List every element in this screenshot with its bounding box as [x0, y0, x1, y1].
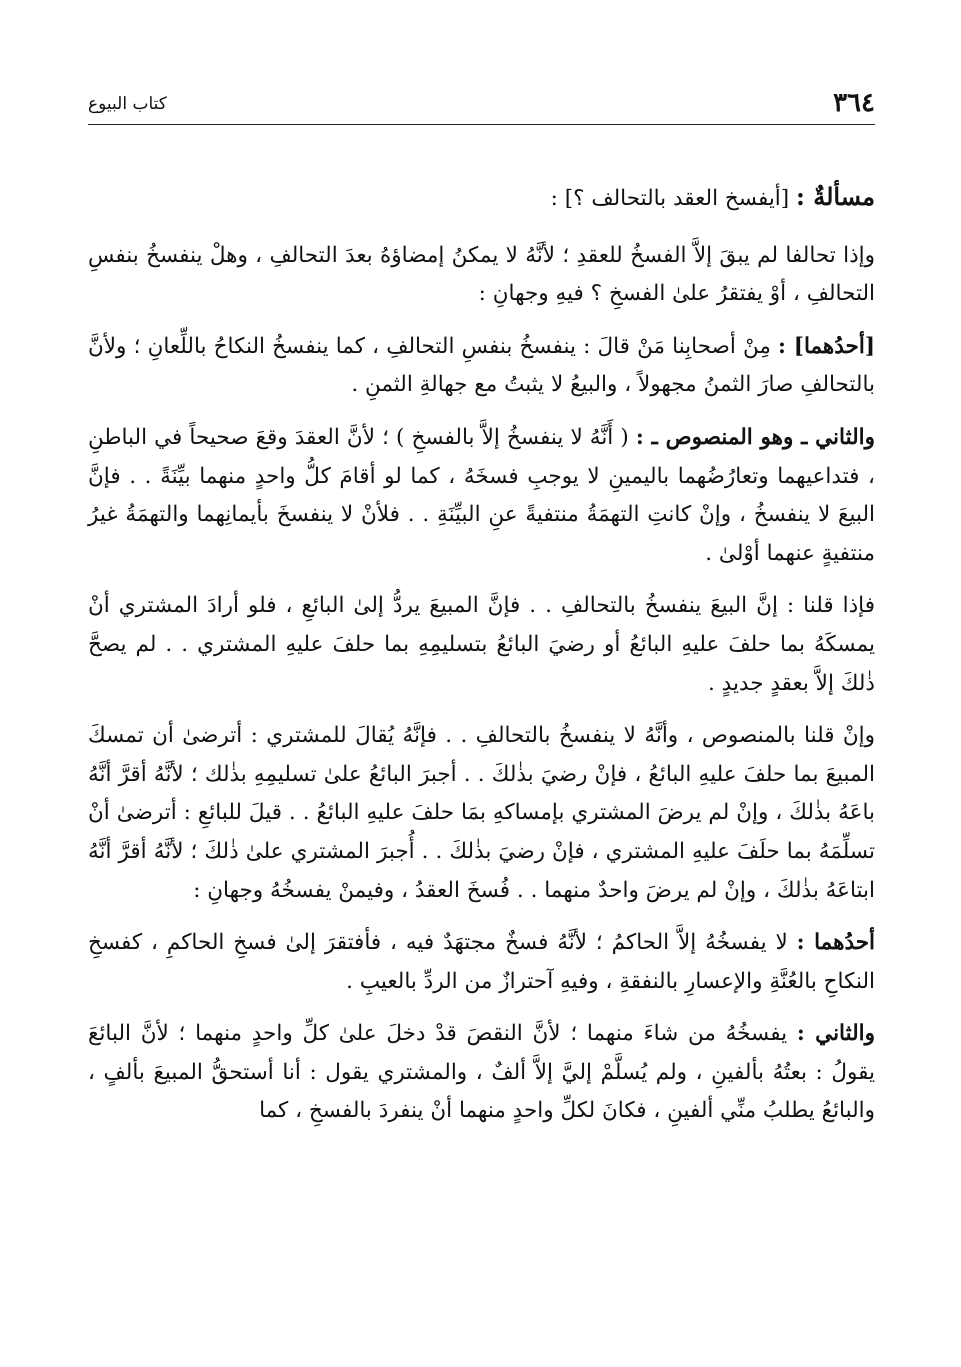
paragraph	[88, 924, 875, 1001]
paragraph-lead: أحدُهما :	[796, 930, 876, 956]
paragraph	[88, 328, 875, 405]
page-number: ٣٦٤	[833, 88, 875, 118]
paragraph-text: مِنْ أصحابِنا مَنْ قالَ : ينفسخُ بنفسِ التحالفِ ، كما ينفسخُ النكاحُ باللِّعانِ ؛ ولأنَّ بالتحالفِ صارَ الثمنُ مجهولاً ، والبيعُ لا يثبتُ مع جهالةِ الثمنِ .	[88, 333, 875, 398]
paragraph	[88, 1015, 875, 1131]
paragraph-lead: [أحدُهما] :	[778, 333, 875, 359]
paragraph-text: ( أَنَّهُ لا ينفسخُ إلاَّ بالفسخِ ) ؛ لأنَّ العقدَ وقعَ صحيحاً في الباطنِ ، فتداعيهما وتعارُضُهما باليمينِ لا يوجبِ فسخَهُ ، كما لو أقامَ كلُّ واحدٍ منهما بيِّنَةً . . فإنَّ البيعَ لا ينفسخُ ، وإنْ كانتِ التهمَةُ منتفيةً عنِ البيِّنَةِ . . فلأنْ لا ينفسخَ بأيمانِهما والتهمَةُ غيرُ منتفيةٍ عنهما أوْلىٰ .	[88, 424, 875, 566]
paragraph-text: فإذا قلنا : إنَّ البيعَ ينفسخُ بالتحالفِ . . فإنَّ المبيعَ يردُّ إلىٰ البائعِ ، فلو أرادَ المشتري أنْ يمسكَهُ بما حلفَ عليهِ البائعُ أو رضيَ البائعُ بتسليمِهِ بما حلفَ عليهِ المشتري . . لم يصحَّ ذٰلكَ إلاَّ بعقدٍ جديدٍ .	[88, 593, 875, 696]
page-header	[88, 84, 875, 125]
paragraph-text: يفسخُهُ من شاءَ منهما ؛ لأنَّ النقصَ قدْ دخلَ علىٰ كلِّ واحدٍ منهما ؛ لأنَّ البائعَ يقولُ : بعتُهُ بألفينِ ، ولم يُسلَّمْ إليَّ إلاَّ ألفٌ ، والمشتري يقول : أنا أستحقُّ المبيعَ بألفٍ ، والبائعُ يطلبُ منِّي ألفينِ ، فكانَ لكلِّ واحدٍ منهما أنْ ينفردَ بالفسخِ ، كما	[88, 1021, 875, 1124]
paragraph-lead: والثاني ـ وهو المنصوص ـ :	[635, 424, 875, 450]
paragraph-lead: والثاني :	[796, 1021, 875, 1047]
issue-heading	[88, 178, 875, 219]
paragraph	[88, 717, 875, 910]
paragraph-text: لا يفسخُهُ إلاَّ الحاكمُ ؛ لأنَّهُ فسخٌ مجتهَدٌ فيه ، فأفتقرَ إلىٰ فسخِ الحاكمِ ، كفسخِ النكاحِ بالعُنَّةِ والإعسارِ بالنفقةِ ، وفيهِ آحترازٌ من الردِّ بالعيبِ .	[88, 930, 875, 994]
paragraph-text: وإنْ قلنا بالمنصوص ، وأنَّهُ لا ينفسخُ بالتحالفِ . . فإنَّهُ يُقالَ للمشتري : أترضىٰ أن تمسكَ المبيعَ بما حلفَ عليهِ البائعُ ، فإنْ رضيَ بذٰلكَ . . أجبرَ البائعُ علىٰ تسليمِهِ بذٰلك ؛ لأنَّهُ أقرَّ أنَّهُ باعَهُ بذٰلكَ ، وإنْ لم يرضَ المشتري بإمساكهِ بمَا حلفَ عليهِ البائعُ . . قيلَ للبائعِ : أترضىٰ أنْ تسلِّمَهُ بما حلَفَ عليهِ المشتري ، فإنْ رضيَ بذٰلكَ . . أُجبرَ المشتري علىٰ ذٰلكَ ؛ لأنَّهُ أقرَّ أنَّهُ ابتاعَهُ بذٰلكَ ، وإنْ لم يرضَ واحدٌ منهما . . فُسخَ العقدُ ، وفيمنْ يفسخُهُ وجهانِ :	[88, 723, 875, 903]
paragraph-text: وإذا تحالفا لم يبقَ إلاَّ الفسخُ للعقدِ ؛ لأنَّهُ لا يمكنُ إمضاؤهُ بعدَ التحالفِ ، وهلْ ينفسخُ بنفسِ التحالفِ ، أوْ يفتقرُ علىٰ الفسخِ ؟ فيهِ وجهانِ :	[88, 242, 875, 307]
paragraph	[88, 587, 875, 703]
paragraph-text: [أيفسخ العقد بالتحالف ؟] :	[550, 186, 797, 211]
book-title: كتاب البيوع	[88, 94, 167, 114]
paragraph-lead: مسألةٌ :	[796, 182, 875, 211]
page-body	[88, 178, 875, 1145]
paragraph	[88, 419, 875, 573]
paragraph	[88, 237, 875, 314]
